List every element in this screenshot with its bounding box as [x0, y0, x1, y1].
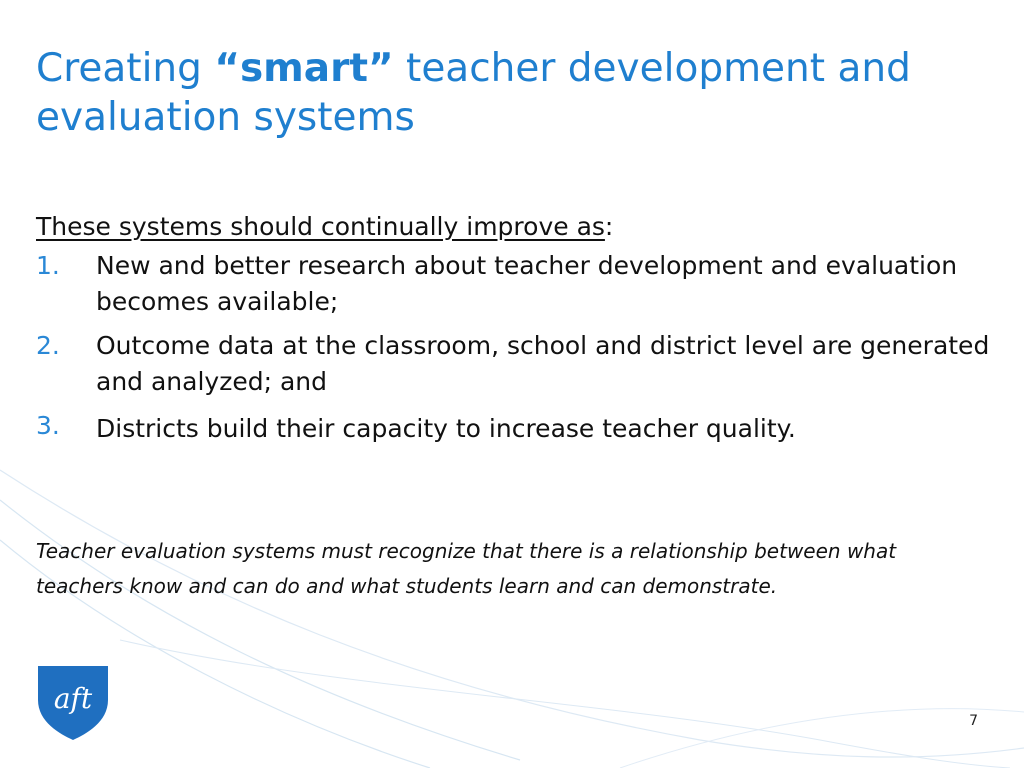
list-item-number: 1.	[36, 251, 60, 280]
slide-title	[36, 44, 996, 142]
title-smart: “smart”	[214, 46, 394, 91]
list-item-text: Outcome data at the classroom, school and district level are generated and analyzed; and	[96, 331, 990, 396]
list-item-number: 2.	[36, 331, 60, 360]
list-item-text: New and better research about teacher development and evaluation becomes available;	[96, 251, 958, 316]
list-item	[36, 248, 996, 320]
title-part-2: teacher development and evaluation systems	[36, 46, 911, 140]
list-item-text: Districts build their capacity to increase teacher quality.	[96, 414, 796, 443]
title-part-1: Creating	[36, 46, 215, 91]
intro-line	[36, 208, 996, 246]
closing-statement: Teacher evaluation systems must recognize that there is a relationship between what teachers know and can do and what students learn and can demonstrate.	[36, 539, 897, 598]
list-item-number: 3.	[36, 411, 60, 440]
numbered-list	[36, 248, 996, 450]
list-item	[36, 328, 996, 400]
page-number: 7	[969, 713, 978, 729]
aft-shield-logo-icon	[34, 662, 112, 742]
list-item	[36, 408, 996, 450]
slide-body	[36, 208, 996, 458]
logo-text: aft	[53, 682, 93, 715]
intro-underlined-text: These systems should continually improve as	[36, 212, 605, 241]
intro-colon: :	[604, 212, 614, 241]
